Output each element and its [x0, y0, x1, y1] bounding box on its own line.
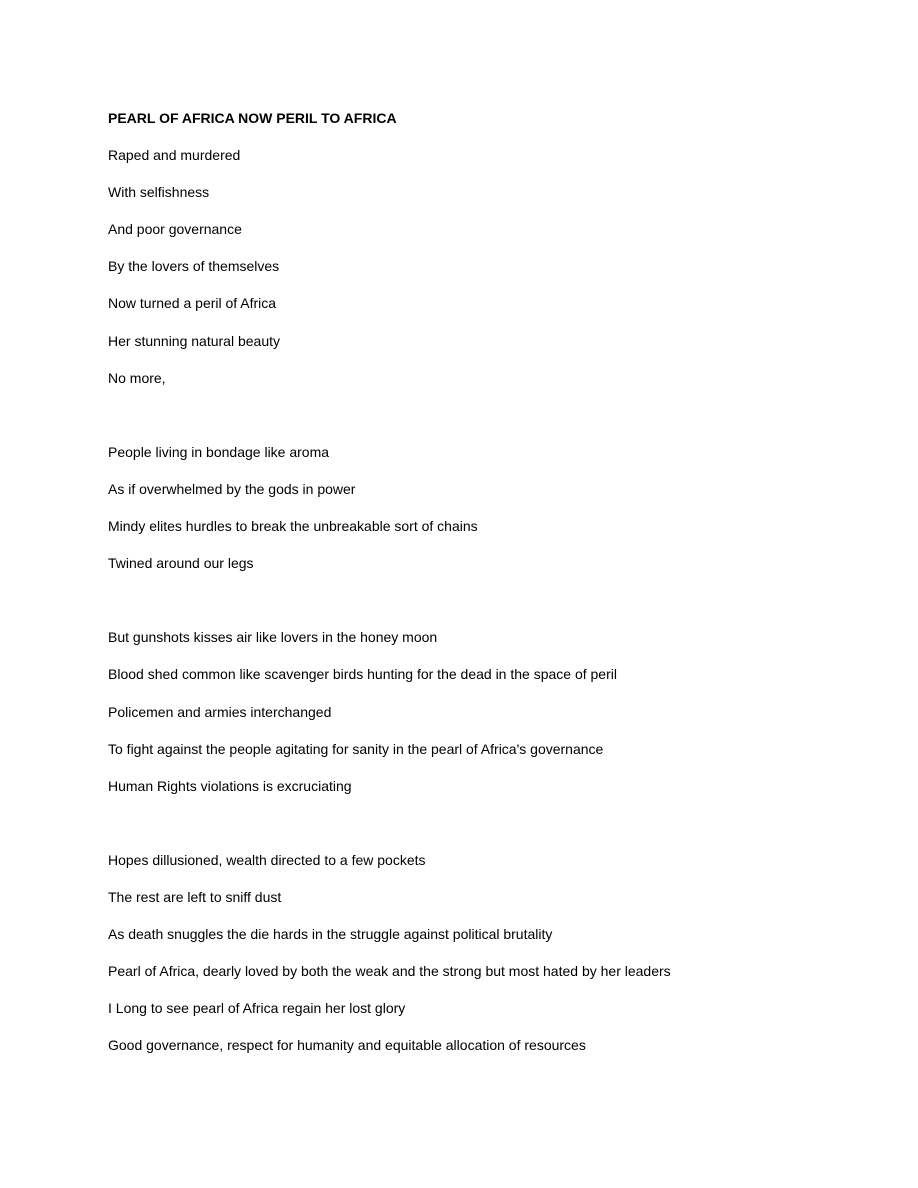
- poem-line: Raped and murdered: [108, 147, 241, 164]
- poem-title: PEARL OF AFRICA NOW PERIL TO AFRICA: [108, 110, 397, 126]
- stanza-break: [108, 813, 828, 850]
- poem-line: Hopes dillusioned, wealth directed to a few pockets: [108, 851, 426, 868]
- poem-line: As death snuggles the die hards in the struggle against political brutality: [108, 926, 553, 943]
- stanza-4: [108, 850, 828, 1073]
- poem-line: And poor governance: [108, 221, 242, 238]
- poem: [108, 108, 828, 1072]
- poem-line: No more,: [108, 369, 166, 386]
- poem-line: By the lovers of themselves: [108, 258, 280, 275]
- poem-line: Mindy elites hurdles to break the unbreakable sort of chains: [108, 518, 478, 535]
- stanza-break: [108, 590, 828, 627]
- poem-line: To fight against the people agitating for sanity in the pearl of Africa's governance: [108, 740, 604, 757]
- poem-line: With selfishness: [108, 184, 210, 201]
- poem-line: Twined around our legs: [108, 555, 254, 572]
- poem-line: Policemen and armies interchanged: [108, 703, 332, 720]
- stanza-2: [108, 442, 828, 590]
- poem-line: People living in bondage like aroma: [108, 443, 330, 460]
- stanza-break: [108, 405, 828, 442]
- poem-line: Blood shed common like scavenger birds hunting for the dead in the space of peril: [108, 666, 617, 683]
- poem-line: Good governance, respect for humanity and equitable allocation of resources: [108, 1037, 586, 1054]
- poem-line: But gunshots kisses air like lovers in the honey moon: [108, 629, 438, 646]
- poem-line: Pearl of Africa, dearly loved by both the weak and the strong but most hated by her leaders: [108, 963, 671, 980]
- stanza-3: [108, 627, 828, 812]
- poem-line: The rest are left to sniff dust: [108, 888, 282, 905]
- poem-line: Her stunning natural beauty: [108, 332, 280, 349]
- stanza-1: [108, 145, 828, 405]
- poem-line: Now turned a peril of Africa: [108, 295, 277, 312]
- poem-line: As if overwhelmed by the gods in power: [108, 480, 356, 497]
- poem-line: I Long to see pearl of Africa regain her lost glory: [108, 1000, 406, 1017]
- poem-line: Human Rights violations is excruciating: [108, 777, 352, 794]
